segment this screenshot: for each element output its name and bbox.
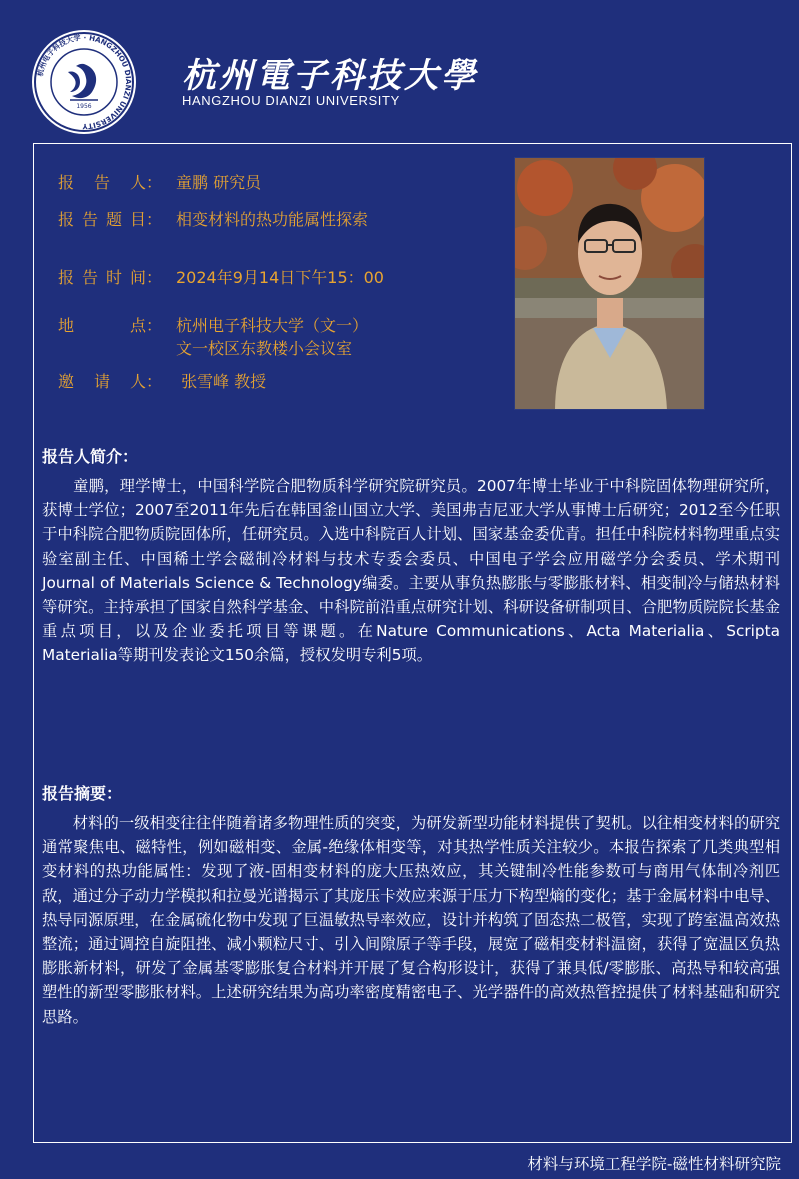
inviter-value: 张雪峰 教授 — [176, 372, 267, 391]
inviter-row — [58, 369, 266, 392]
speaker-value: 童鹏 研究员 — [176, 173, 262, 192]
place-row-2 — [176, 336, 352, 359]
place-row — [58, 313, 368, 336]
title-value: 相变材料的热功能属性探索 — [176, 210, 369, 229]
university-logo-icon — [30, 28, 138, 136]
svg-text:杭州电子科技大学 · HANGZHOU DIANZI UNI: 杭州电子科技大学 · HANGZHOU DIANZI UNIVERSITY — [35, 32, 134, 132]
bio-heading: 报告人简介： — [42, 447, 139, 466]
place-value-line2: 文一校区东教楼小会议室 — [176, 339, 353, 358]
university-name-cn: 杭州電子科技大學 — [182, 56, 478, 96]
header — [0, 0, 799, 140]
time-value: 2024年9月14日下午15：00 — [176, 268, 384, 287]
svg-text:1956: 1956 — [76, 103, 92, 110]
speaker-photo — [514, 157, 705, 410]
abstract-text: 材料的一级相变往往伴随着诸多物理性质的突变，为研发新型功能材料提供了契机。以往相变材料的研究通常聚焦电、磁特性，例如磁相变、金属-绝缘体相变等，对其热学性质关注较少。本报告探索了几类典型相变材料的热功能属性：发现了液-固相变材料的庞大压热效应，其关键制冷性能参数可与商用气体制冷剂匹敌，通过分子动力学模拟和拉曼光谱揭示了其庞压卡效应来源于压力下构型熵的变化；基于金属材料中电导、热导同源原理，在金属硫化物中发现了巨温敏热导率效应，设计并构筑了固态热二极管，实现了跨室温高效热整流；通过调控自旋阻挫、减小颗粒尺寸、引入间隙原子等手段，展宽了磁相变材料温窗，获得了宽温区负热膨胀新材料，研发了金属基零膨胀复合材料并开展了复合构形设计，获得了兼具低/零膨胀、高热导和较高强塑性的新型零膨胀材料。上述研究结果为高功率密度精密电子、光学器件的高效热管控提供了材料基础和研究思路。 — [42, 814, 780, 1026]
inviter-label: 邀 请 人： — [58, 372, 162, 391]
time-row — [58, 265, 384, 288]
title-label: 报 告 题 目： — [58, 210, 162, 229]
speaker-portrait-icon — [515, 158, 705, 410]
place-label: 地 点： — [58, 316, 162, 335]
bio-text: 童鹏，理学博士，中国科学院合肥物质科学研究院研究员。2007年博士毕业于中科院固体物理研究所，获博士学位；2007至2011年先后在韩国釜山国立大学、美国弗吉尼亚大学从事博士后研究；2012至今任职于中科院合肥物质院固体所，任研究员。入选中科院百人计划、国家基金委优青。担任中科院材料物理重点实验室副主任、中国稀土学会磁制冷材料与技术专委会委员、中国电子学会应用磁学分会委员、学术期刊Journal of Materials Science & Technology编委。主要从事负热膨胀与零膨胀材料、相变制冷与储热材料等研究。主持承担了国家自然科学基金、中科院前沿重点研究计划、科研设备研制项目、合肥物质院院长基金重点项目，以及企业委托项目等课题。在Nature Communications、Acta Materialia、Scripta Materialia等期刊发表论文150余篇，授权发明专利5项。 — [42, 477, 780, 665]
speaker-row — [58, 170, 261, 193]
speaker-label: 报 告 人： — [58, 173, 162, 192]
time-label: 报 告 时 间： — [58, 268, 162, 287]
place-value-line1: 杭州电子科技大学（文一） — [176, 316, 369, 335]
organizer-footer: 材料与环境工程学院-磁性材料研究院 — [527, 1155, 781, 1173]
title-row — [58, 207, 368, 230]
university-name-en: HANGZHOU DIANZI UNIVERSITY — [182, 93, 400, 108]
abstract-heading: 报告摘要： — [42, 784, 123, 803]
